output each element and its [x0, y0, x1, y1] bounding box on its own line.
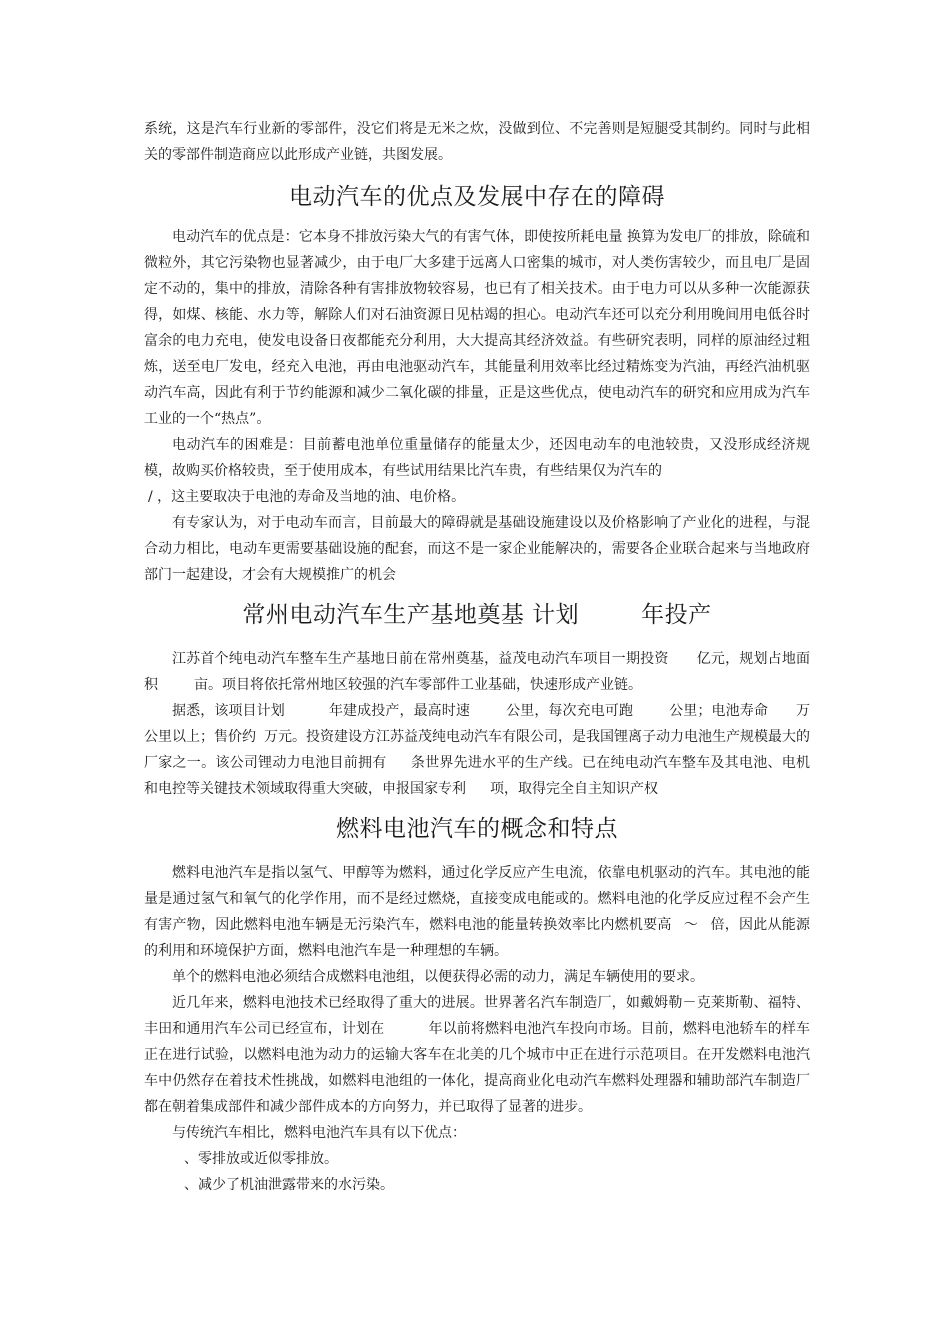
paragraph: / ，这主要取决于电池的寿命及当地的油、电价格。 [148, 489, 466, 505]
paragraph: 有专家认为，对于电动车而言，目前最大的障碍就是基础设施建设以及价格影响了产业化的进程，与混合动力相比，电动车更需要基础设施的配套，而这不是一家企业能解决的，需要各企业联合起来与当地政府部门一起建设，才会有大规模推广的机会 [144, 515, 810, 583]
paragraph: 电动汽车的困难是：目前蓄电池单位重量储存的能量太少，还因电动车的电池较贵，又没形成经济规模，故购买价格较贵，至于使用成本，有些试用结果比汽车贵，有些结果仅为汽车的 [144, 437, 810, 479]
paragraph: 系统，这是汽车行业新的零部件，没它们将是无米之炊，没做到位、不完善则是短腿受其制约。同时与此相关的零部件制造商应以此形成产业链，共图发展。 [144, 121, 810, 163]
paragraph: 据悉，该项目计划 年建成投产，最高时速 公里，每次充电可跑 公里；电池寿命 万公里以上；售价约 万元。投资建设方江苏益茂纯电动汽车有限公司，是我国锂离子动力电池生产规模最大的厂家之一。该公司锂动力电池目前拥有 条世界先进水平的生产线。已在纯电动汽车整车及其电池、电机和电控等关键技术领域取得重大突破，申报国家专利 项，取得完全自主知识产权 [144, 703, 811, 797]
heading-part: 年投产 [641, 602, 712, 628]
paragraph: 燃料电池汽车是指以氢气、甲醇等为燃料，通过化学反应产生电流，依靠电机驱动的汽车。其电池的能量是通过氢气和氧气的化学作用，而不是经过燃烧，直接变成电能或的。燃料电池的化学反应过程不会产生有害产物，因此燃料电池车辆是无污染汽车，燃料电池的能量转换效率比内燃机要高 ～ 倍，因此从能源的利用和环境保护方面，燃料电池汽车是一种理想的车辆。 [144, 865, 811, 959]
section-heading-ev-advantages: 电动汽车的优点及发展中存在的障碍 [289, 184, 665, 210]
paragraph: 江苏首个纯电动汽车整车生产基地日前在常州奠基，益茂电动汽车项目一期投资 亿元，规划占地面积 亩。项目将依托常州地区较强的汽车零部件工业基础，快速形成产业链。 [144, 651, 811, 693]
document-body [144, 116, 810, 1198]
paragraph: 近几年来，燃料电池技术已经取得了重大的进展。世界著名汽车制造厂，如戴姆勒－克莱斯勒、福特、丰田和通用汽车公司已经宣布，计划在 年以前将燃料电池汽车投向市场。目前，燃料电池轿车的样车正在进行试验，以燃料电池为动力的运输大客车在北美的几个城市中正在进行示范项目。在开发燃料电池汽车中仍然存在着技术性挑战，如燃料电池组的一体化，提高商业化电动汽车燃料处理器和辅助部汽车制造厂都在朝着集成部件和减少部件成本的方向努力，并已取得了显著的进步。 [144, 995, 811, 1115]
section-heading-changzhou-base [144, 588, 810, 642]
paragraph: 与传统汽车相比，燃料电池汽车具有以下优点： [172, 1125, 466, 1141]
list-item: 、减少了机油泄露带来的水污染。 [184, 1177, 394, 1193]
list-item: 、零排放或近似零排放。 [184, 1151, 338, 1167]
heading-part: 常州电动汽车生产基地奠基 计划 [242, 602, 580, 628]
section-heading-fuel-cell: 燃料电池汽车的概念和特点 [336, 816, 618, 842]
paragraph: 电动汽车的优点是：它本身不排放污染大气的有害气体，即使按所耗电量 换算为发电厂的排放，除硫和微粒外，其它污染物也显著减少，由于电厂大多建于远离人口密集的城市，对人类伤害较少，而且电厂是固定不动的，集中的排放，清除各种有害排放物较容易，也已有了相关技术。由于电力可以从多种一次能源获得，如煤、核能、水力等，解除人们对石油资源日见枯竭的担心。电动汽车还可以充分利用晚间用电低谷时富余的电力充电，使发电设备日夜都能充分利用，大大提高其经济效益。有些研究表明，同样的原油经过粗炼，送至电厂发电，经充入电池，再由电池驱动汽车，其能量利用效率比经过精炼变为汽油，再经汽油机驱动汽车高，因此有利于节约能源和减少二氧化碳的排量，正是这些优点，使电动汽车的研究和应用成为汽车工业的一个“热点”。 [144, 229, 810, 427]
paragraph: 单个的燃料电池必须结合成燃料电池组，以便获得必需的动力，满足车辆使用的要求。 [172, 969, 704, 985]
